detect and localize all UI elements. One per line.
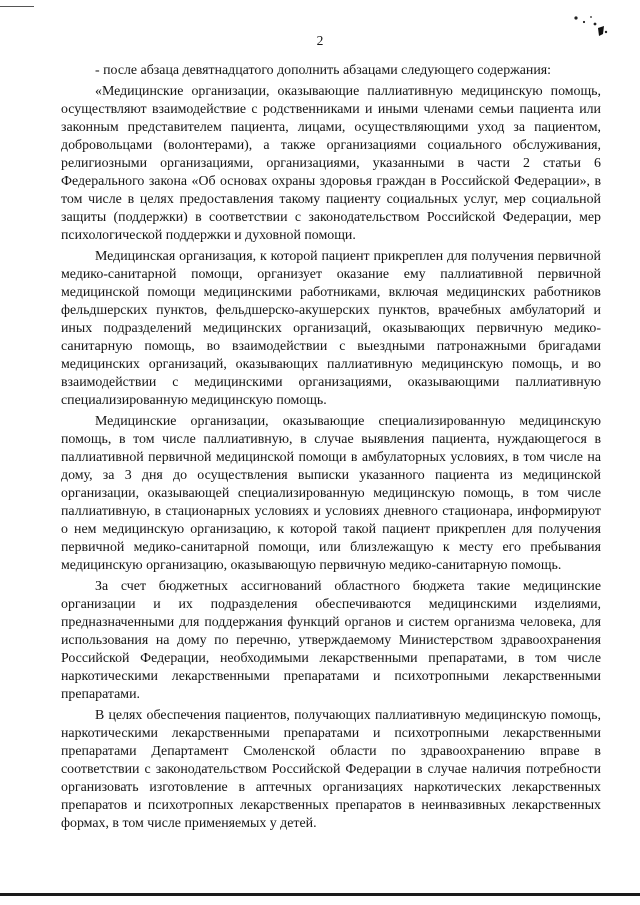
paragraph-specialized-care: Медицинские организации, оказывающие специализированную медицинскую помощь, в том числе паллиативную, в случае выявления пациента, нуждающегося в паллиативной первичной медицинской помощи в амбулаторных условиях, в том числе на дому, за 3 дня до осуществления выписки указанного пациента из медицинской организации, оказывающей специализированную медицинскую помощь, в том числе паллиативную, в стационарных условиях и условиях дневного стационара, информируют о нем медицинскую организацию, к которой такой пациент прикреплен для получения первичной медико-санитарной помощи, или близлежащую к месту его пребывания медицинскую организацию, оказывающую первичную медико-санитарную помощь.: [61, 414, 601, 573]
document-body: [61, 62, 601, 836]
paragraph-intro: - после абзаца девятнадцатого дополнить абзацами следующего содержания:: [95, 63, 552, 78]
scan-artifact-top-line: [0, 6, 34, 7]
paragraph-primary-care: Медицинская организация, к которой пациент прикреплен для получения первичной медико-санитарной помощи, организует оказание ему паллиативной первичной медицинской помощи медицинскими работниками, включая медицинских работников фельдшерских пунктов, фельдшерско-акушерских пунктов, врачебных амбулаторий и иных подразделений медицинских организаций, оказывающих первичную медико-санитарную помощь, во взаимодействии с выездными патронажными бригадами медицинских организаций, оказывающих паллиативную медицинскую помощь, и во взаимодействии с медицинскими организациями, оказывающими паллиативную специализированную медицинскую помощь.: [61, 249, 601, 408]
paragraph-drugs: В целях обеспечения пациентов, получающих паллиативную медицинскую помощь, наркотическими лекарственными препаратами и психотропными лекарственными препаратами Департамент Смоленской области по здравоохранению вправе в соответствии с законодательством Российской Федерации в случае наличия потребности организовать изготовление в аптечных организациях наркотических лекарственных препаратов и психотропных лекарственных препаратов в неинвазивных лекарственных формах, в том числе применяемых у детей.: [61, 708, 601, 831]
paragraph-budget: За счет бюджетных ассигнований областного бюджета такие медицинские организации и их подразделения обеспечиваются медицинскими изделиями, предназначенными для поддержания функций органов и систем организма человека, для использования на дому по перечню, утверждаемому Министерством здравоохранения Российской Федерации, необходимыми лекарственными препаратами, в том числе наркотическими лекарственными препаратами и психотропными лекарственными препаратами.: [61, 579, 601, 702]
page-number: 2: [316, 33, 324, 48]
scan-artifact-bottom-line: [0, 893, 640, 896]
paragraph-interaction: «Медицинские организации, оказывающие паллиативную медицинскую помощь, осуществляют взаимодействие с родственниками и иными членами семьи пациента или законным представителем пациента, лицами, осуществляющими уход за пациентом, добровольцами (волонтерами), а также организациями социального обслуживания, религиозными организациями, организациями, указанными в части 2 статьи 6 Федерального закона «Об основах охраны здоровья граждан в Российской Федерации», в том числе в целях предоставления такому пациенту социальных услуг, мер социальной защиты (поддержки) в соответствии с законодательством Российской Федерации, мер психологической поддержки и духовной помощи.: [61, 84, 601, 243]
